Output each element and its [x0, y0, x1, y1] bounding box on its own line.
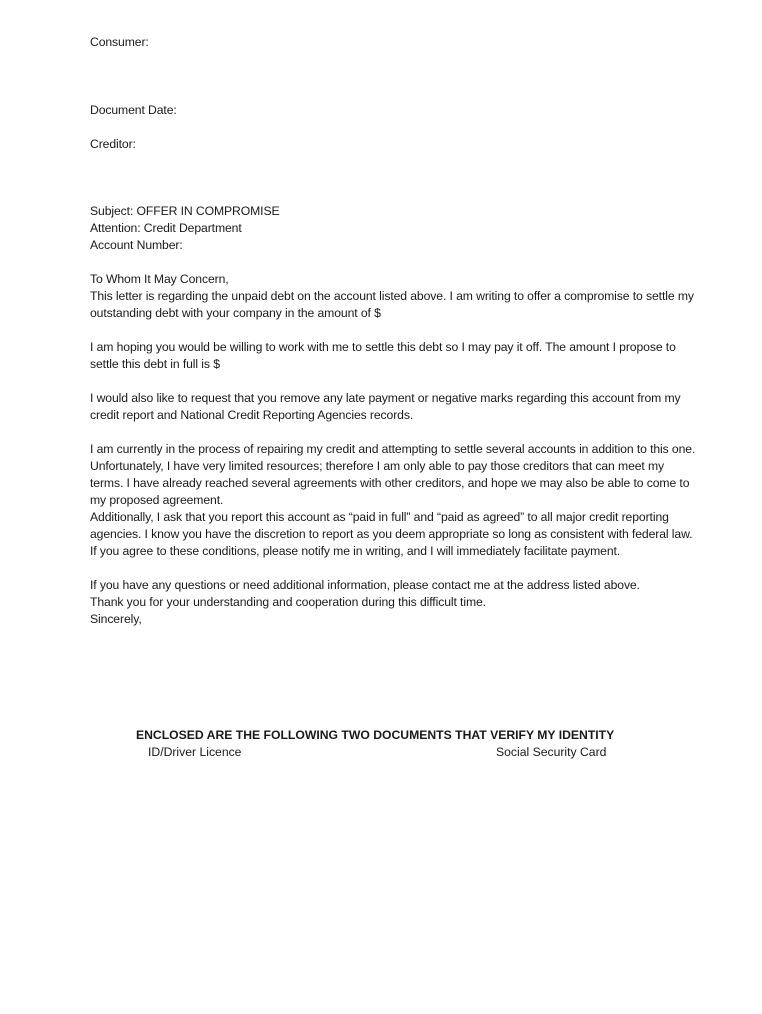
salutation: To Whom It May Concern,	[90, 272, 229, 286]
account-number-label: Account Number:	[90, 238, 183, 252]
subject-line: Subject: OFFER IN COMPROMISE	[90, 204, 280, 218]
paragraph-repairing-credit-text: I am currently in the process of repairing my credit and attempting to settle several accounts in addition to this one. Unfortunately, I have very limited resources; therefore I am only able to pay those creditors that can meet my terms. I have already reached several agreements with other creditors, and hope we may also be able to come to my proposed agreement.	[90, 442, 696, 507]
enclosures-title: ENCLOSED ARE THE FOLLOWING TWO DOCUMENTS THAT VERIFY MY IDENTITY	[136, 728, 615, 742]
creditor-label: Creditor:	[90, 137, 136, 151]
paragraph-report-request	[90, 509, 700, 560]
paragraph-remove-marks-text: I would also like to request that you remove any late payment or negative marks regarding this account from my credit report and National Credit Reporting Agencies records.	[90, 391, 681, 422]
paragraph-proposal	[90, 339, 700, 373]
paragraph-proposal-text: I am hoping you would be willing to work with me to settle this debt so I may pay it off. The amount I propose to settle this debt in full is $	[90, 340, 676, 371]
contact-line: If you have any questions or need additional information, please contact me at the address listed above.	[90, 578, 640, 592]
paragraph-offer-text: This letter is regarding the unpaid debt on the account listed above. I am writing to offer a compromise to settle my outstanding debt with your company in the amount of $	[90, 289, 694, 320]
document-date-label: Document Date:	[90, 103, 177, 117]
paragraph-repairing-credit	[90, 441, 700, 509]
enclosure-social-security-card: Social Security Card	[496, 745, 607, 759]
attention-line: Attention: Credit Department	[90, 221, 242, 235]
consumer-label: Consumer:	[90, 35, 149, 49]
paragraph-remove-marks	[90, 390, 700, 424]
closing: Sincerely,	[90, 612, 142, 626]
paragraph-offer	[90, 288, 700, 322]
thank-you-line: Thank you for your understanding and cooperation during this difficult time.	[90, 595, 486, 609]
paragraph-report-request-text: Additionally, I ask that you report this account as “paid in full” and “paid as agreed” to all major credit reporting agencies. I know you have the discretion to report as you deem appropriate so long as consistent with federal law. If you agree to these conditions, please notify me in writing, and I will immediately facilitate payment.	[90, 510, 693, 558]
enclosure-id-driver-licence: ID/Driver Licence	[148, 745, 242, 759]
